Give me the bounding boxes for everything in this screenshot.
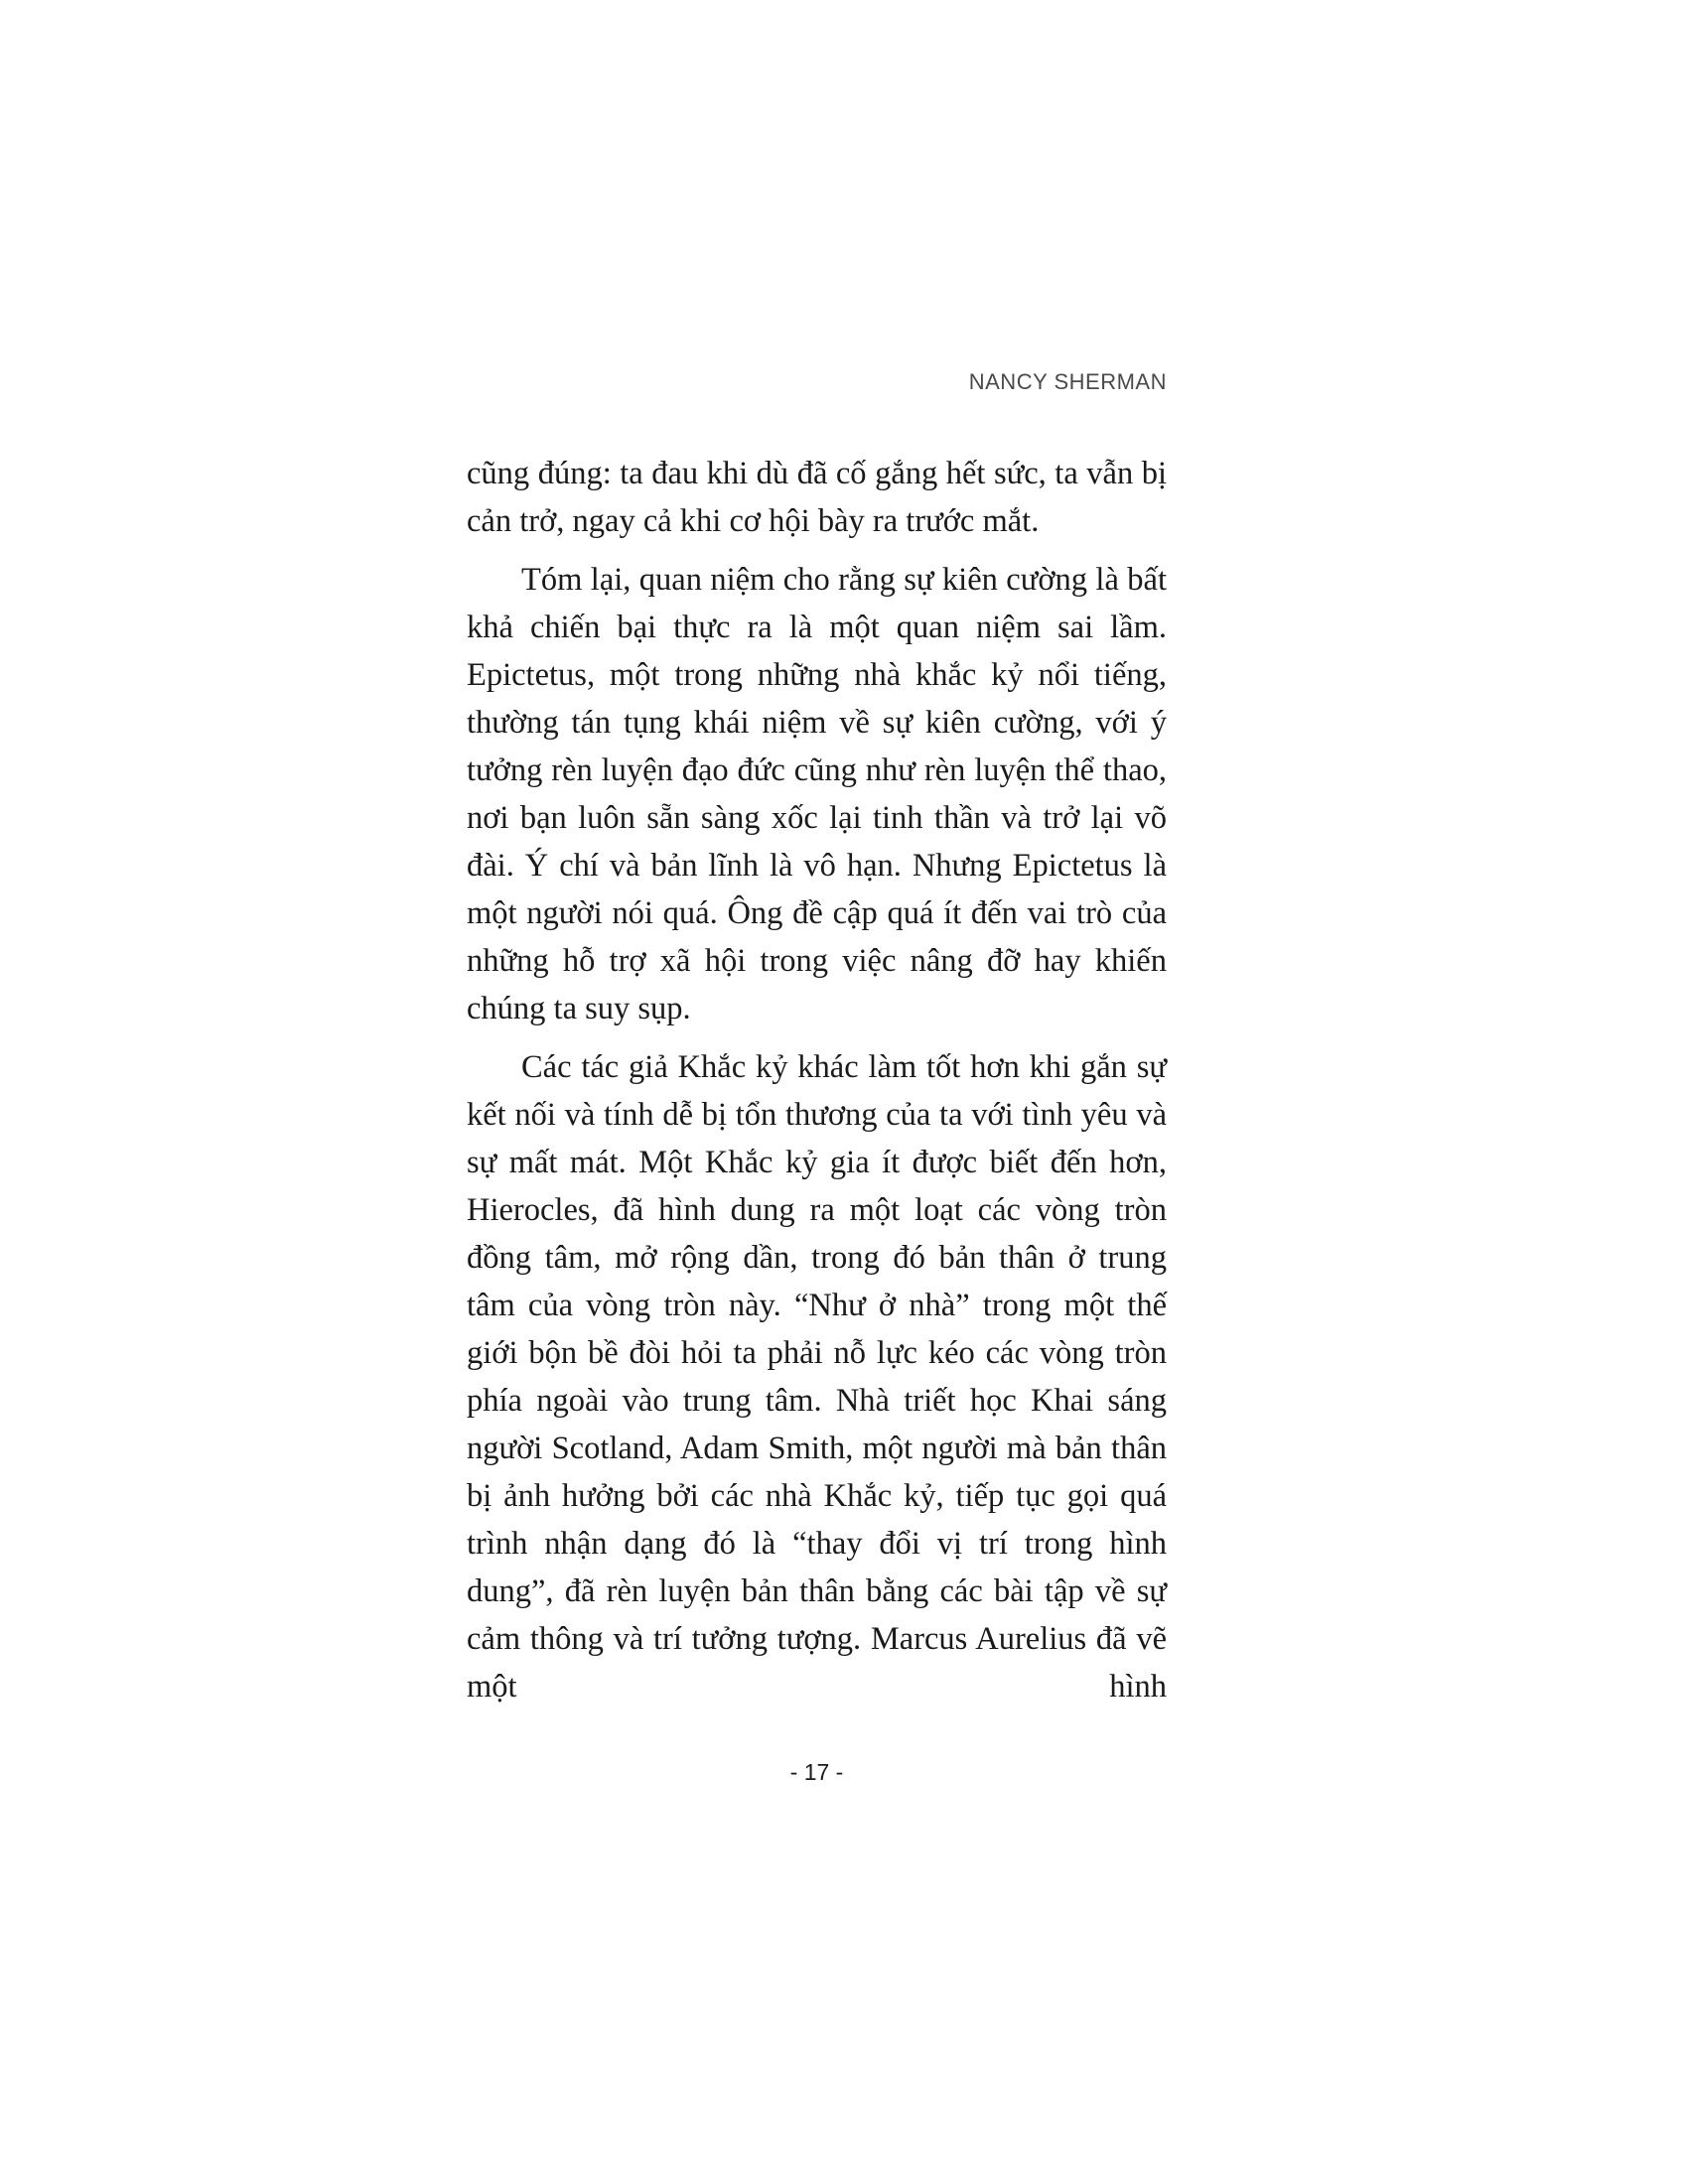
paragraph-continuation: cũng đúng: ta đau khi dù đã cố gắng hết sức, ta vẫn bị cản trở, ngay cả khi cơ hội bày ra trước mắt. xyxy=(467,456,1167,539)
paragraph-hierocles: Các tác giả Khắc kỷ khác làm tốt hơn khi gắn sự kết nối và tính dễ bị tổn thương của ta với tình yêu và sự mất mát. Một Khắc kỷ gia ít được biết đến hơn, Hierocles, đã hình dung ra một loạt các vòng tròn đồng tâm, mở rộng dần, trong đó bản thân ở trung tâm của vòng tròn này. “Như ở nhà” trong một thế giới bộn bề đòi hỏi ta phải nỗ lực kéo các vòng tròn phía ngoài vào trung tâm. Nhà triết học Khai sáng người Scotland, Adam Smith, một người mà bản thân bị ảnh hưởng bởi các nhà Khắc kỷ, tiếp tục gọi quá trình nhận dạng đó là “thay đổi vị trí trong hình dung”, đã rèn luyện bản thân bằng các bài tập về sự cảm thông và trí tưởng tượng. Marcus Aurelius đã vẽ một hình xyxy=(467,1049,1167,1705)
paragraph-epictetus: Tóm lại, quan niệm cho rằng sự kiên cường là bất khả chiến bại thực ra là một quan niệm sai lầm. Epictetus, một trong những nhà khắc kỷ nổi tiếng, thường tán tụng khái niệm về sự kiên cường, với ý tưởng rèn luyện đạo đức cũng như rèn luyện thể thao, nơi bạn luôn sẵn sàng xốc lại tinh thần và trở lại võ đài. Ý chí và bản lĩnh là vô hạn. Nhưng Epictetus là một người nói quá. Ông đề cập quá ít đến vai trò của những hỗ trợ xã hội trong việc nâng đỡ hay khiến chúng ta suy sụp. xyxy=(467,562,1167,1026)
page-number: - 17 - xyxy=(789,1759,844,1785)
running-head-author: NANCY SHERMAN xyxy=(968,369,1167,394)
body-text xyxy=(467,450,1167,1710)
